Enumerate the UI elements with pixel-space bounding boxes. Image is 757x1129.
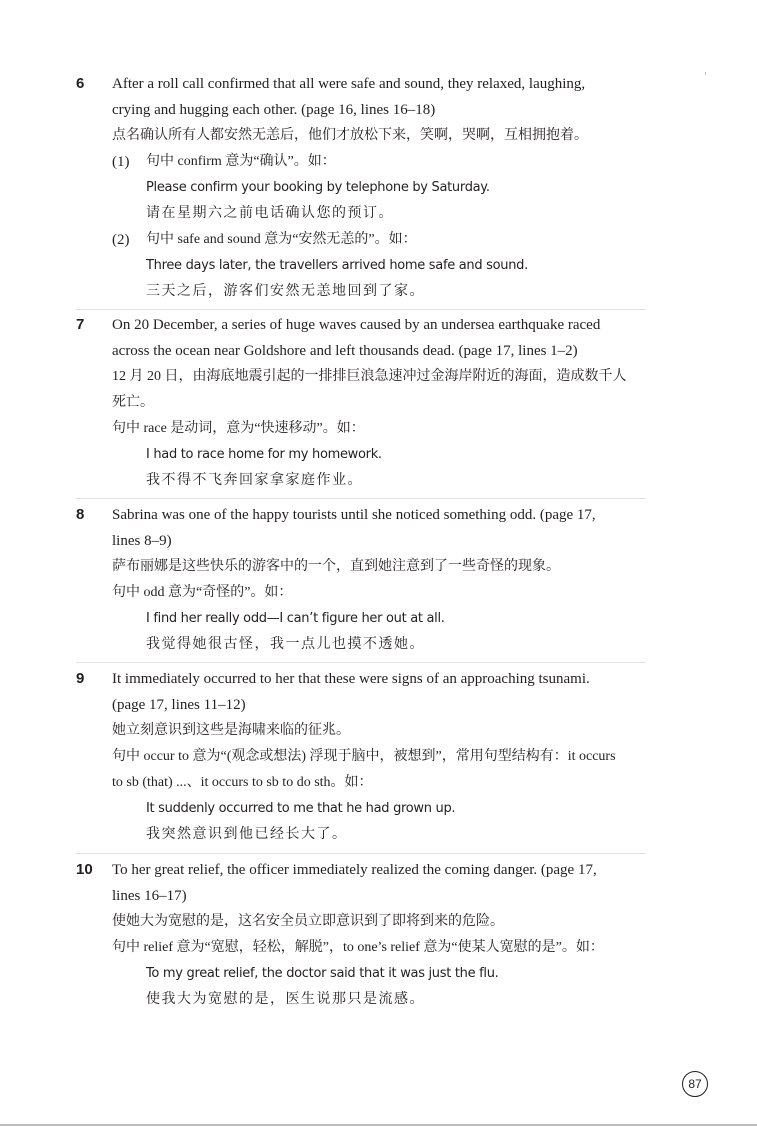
example-english: Three days later, the travellers arrived home safe and sound. bbox=[146, 258, 528, 273]
translation: 点名确认所有人都安然无恙后，他们才放松下来，笑啊，哭啊，互相拥抱着。 bbox=[112, 128, 588, 143]
example-chinese: 我突然意识到他已经长大了。 bbox=[146, 827, 348, 842]
subpoint-2 bbox=[112, 227, 644, 305]
subpoint-1 bbox=[112, 149, 644, 227]
subpoint-marker: (2) bbox=[112, 232, 130, 248]
entry-body bbox=[112, 502, 644, 658]
entry-separator bbox=[76, 853, 646, 854]
scan-speck bbox=[705, 72, 706, 75]
translation-line: 12 月 20 日，由海底地震引起的一排排巨浪急速冲过金海岸附近的海面，造成数千人 bbox=[112, 369, 627, 384]
source-sentence-line: It immediately occurred to her that these were signs of an approaching tsunami. bbox=[112, 671, 590, 687]
source-sentence-line: On 20 December, a series of huge waves caused by an undersea earthquake raced bbox=[112, 317, 601, 333]
example-chinese: 请在星期六之前电话确认您的预订。 bbox=[146, 206, 394, 221]
source-sentence-line: crying and hugging each other. (page 16, lines 16–18) bbox=[112, 102, 436, 118]
page-bottom-edge bbox=[0, 1124, 757, 1126]
usage-note: 句中 safe and sound 意为“安然无恙的”。如： bbox=[146, 232, 417, 247]
entry-number: 6 bbox=[76, 75, 85, 92]
source-sentence-line: To her great relief, the officer immediately realized the coming danger. (page 17, bbox=[112, 862, 597, 878]
example bbox=[112, 961, 644, 1013]
entry-body bbox=[112, 666, 644, 848]
usage-note-line: 句中 occur to 意为“(观念或想法) 浮现于脑中，被想到”，常用句型结构有：it occurs bbox=[112, 749, 616, 764]
source-sentence-line: After a roll call confirmed that all were safe and sound, they relaxed, laughing, bbox=[112, 76, 586, 92]
example bbox=[112, 796, 644, 848]
usage-note: 句中 relief 意为“宽慰，轻松，解脱”，to one’s relief 意为“使某人宽慰的是”。如： bbox=[112, 940, 604, 955]
example bbox=[112, 442, 644, 494]
translation: 使她大为宽慰的是，这名安全员立即意识到了即将到来的危险。 bbox=[112, 914, 504, 929]
translation: 萨布丽娜是这些快乐的游客中的一个，直到她注意到了一些奇怪的现象。 bbox=[112, 559, 560, 574]
example-english: I find her really odd—I can’t figure her out at all. bbox=[146, 611, 445, 626]
usage-note-line: to sb (that) ...、it occurs to sb to do sth。如： bbox=[112, 775, 373, 790]
example-english: It suddenly occurred to me that he had grown up. bbox=[146, 801, 456, 816]
example-english: I had to race home for my homework. bbox=[146, 447, 382, 462]
entry-body bbox=[112, 857, 644, 1013]
entry-body bbox=[112, 71, 644, 305]
example-chinese: 我觉得她很古怪，我一点儿也摸不透她。 bbox=[146, 637, 425, 652]
entry-number: 10 bbox=[76, 861, 93, 878]
entry-separator bbox=[76, 662, 646, 663]
subpoint-marker: (1) bbox=[112, 154, 130, 170]
source-sentence-line: Sabrina was one of the happy tourists until she noticed something odd. (page 17, bbox=[112, 507, 596, 523]
entry-body bbox=[112, 312, 644, 494]
source-sentence-line: (page 17, lines 11–12) bbox=[112, 697, 246, 713]
entry-number: 7 bbox=[76, 316, 85, 333]
entry-separator bbox=[76, 309, 646, 310]
example-english: Please confirm your booking by telephone by Saturday. bbox=[146, 180, 490, 195]
usage-note: 句中 race 是动词，意为“快速移动”。如： bbox=[112, 421, 365, 436]
example-chinese: 三天之后，游客们安然无恙地回到了家。 bbox=[146, 284, 425, 299]
source-sentence-line: across the ocean near Goldshore and left thousands dead. (page 17, lines 1–2) bbox=[112, 343, 578, 359]
translation: 她立刻意识到这些是海啸来临的征兆。 bbox=[112, 723, 350, 738]
entry-number: 9 bbox=[76, 670, 85, 687]
usage-note: 句中 confirm 意为“确认”。如： bbox=[146, 154, 336, 169]
page-number: 87 bbox=[682, 1071, 708, 1097]
translation-line: 死亡。 bbox=[112, 395, 154, 410]
entry-separator bbox=[76, 498, 646, 499]
source-sentence-line: lines 16–17) bbox=[112, 888, 187, 904]
entry-number: 8 bbox=[76, 506, 85, 523]
example bbox=[112, 606, 644, 658]
example-english: To my great relief, the doctor said that it was just the flu. bbox=[146, 966, 499, 981]
example-chinese: 我不得不飞奔回家拿家庭作业。 bbox=[146, 473, 363, 488]
usage-note: 句中 odd 意为“奇怪的”。如： bbox=[112, 585, 293, 600]
source-sentence-line: lines 8–9) bbox=[112, 533, 172, 549]
example-chinese: 使我大为宽慰的是，医生说那只是流感。 bbox=[146, 992, 425, 1007]
